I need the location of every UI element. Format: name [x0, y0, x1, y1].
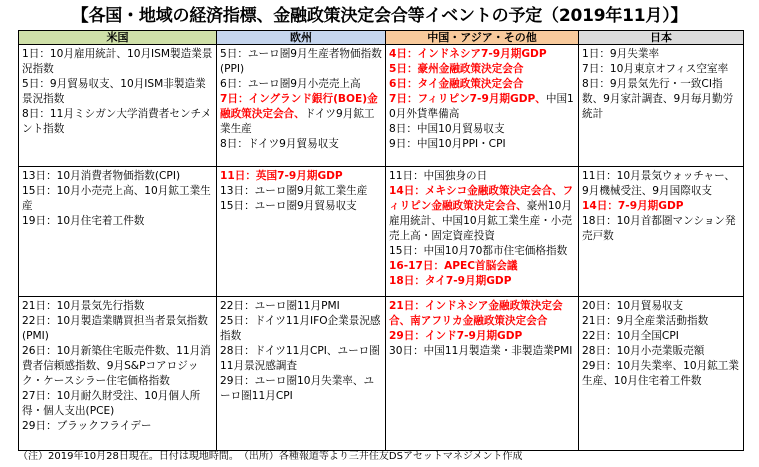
highlighted-event: 7日：フィリピン7-9月期GDP、: [389, 93, 546, 105]
event-item: 13日：10月消費者物価指数(CPI): [22, 170, 181, 182]
event-item: 26日：10月新築住宅販売件数、11月消費者信頼感指数、9月S&Pコアロジック・ケースシラー住宅価格指数: [22, 345, 211, 387]
event-item: 15日：ユーロ圏9月貿易収支: [220, 200, 357, 212]
event-item: 8日：ドイツ9月貿易収支: [220, 138, 339, 150]
event-item: 15日：中国10月70都市住宅価格指数: [389, 245, 568, 257]
event-item: 22日：ユーロ圏11月PMI: [220, 300, 340, 312]
column-header-europe: 欧州: [217, 31, 386, 45]
event-item: 7日：10月東京オフィス空室率: [582, 63, 729, 75]
event-item: 18日：10月首都圏マンション発売戸数: [582, 215, 736, 242]
schedule-row: [19, 45, 744, 167]
event-item: 8日：9月景気先行・一致CI指数、9月家計調査、9月毎月勤労統計: [582, 78, 734, 120]
event-item: 20日：10月貿易収支: [582, 300, 684, 312]
page-title: 【各国・地域の経済指標、金融政策決定会合等イベントの予定（2019年11月）】: [71, 6, 688, 26]
highlighted-event: 18日：タイ7-9月期GDP: [389, 275, 512, 287]
header-row: [19, 31, 744, 45]
cell-europe: [217, 297, 386, 451]
event-item: 27日：10月耐久財受注、10月個人所得・個人支出(PCE): [22, 390, 201, 417]
event-item: 5日：9月貿易収支、10月ISM非製造業景況指数: [22, 78, 206, 105]
event-item: 1日：9月失業率: [582, 48, 660, 60]
column-header-japan: 日本: [579, 31, 744, 45]
highlighted-event: 4日：インドネシア7-9月期GDP: [389, 48, 547, 60]
highlighted-event: 6日：タイ金融政策決定会合: [389, 78, 524, 90]
event-item: 豪州10月雇用統計、中国10月鉱工業生産・小売売上高・固定資産投資: [389, 200, 572, 242]
cell-japan: [579, 45, 744, 167]
event-item: 9日：中国10月PPI・CPI: [389, 138, 506, 150]
event-item: 8日：11月ミシガン大学消費者センチメント指数: [22, 108, 212, 135]
cell-asia-other: [386, 45, 579, 167]
cell-europe: [217, 45, 386, 167]
highlighted-event: 11日：英国7-9月期GDP: [220, 170, 343, 182]
cell-asia-other: [386, 167, 579, 297]
event-item: 19日：10月住宅着工件数: [22, 215, 145, 227]
event-item: 1日：10月雇用統計、10月ISM製造業景況指数: [22, 48, 213, 75]
highlighted-event: 29日：インド7-9月期GDP: [389, 330, 523, 342]
highlighted-event: 14日：7-9月期GDP: [582, 200, 684, 212]
event-item: 11日：中国独身の日: [389, 170, 488, 182]
event-item: 29日：ブラックフライデー: [22, 420, 152, 432]
highlighted-event: 5日：豪州金融政策決定会合: [389, 63, 524, 75]
cell-japan: [579, 167, 744, 297]
event-item: 21日：10月景気先行指数: [22, 300, 145, 312]
event-item: 6日：ユーロ圏9月小売売上高: [220, 78, 361, 90]
event-item: 28日：ドイツ11月CPI、ユーロ圏11月景況感調査: [220, 345, 380, 372]
event-item: 30日：中国11月製造業・非製造業PMI: [389, 345, 573, 357]
event-item: 29日：ユーロ圏10月失業率、ユーロ圏11月CPI: [220, 375, 375, 402]
cell-us: [19, 167, 217, 297]
event-item: 11日：10月景気ウォッチャー、9月機械受注、9月国際収支: [582, 170, 735, 197]
cell-asia-other: [386, 297, 579, 451]
event-item: 15日：10月小売売上高、10月鉱工業生産: [22, 185, 211, 212]
event-item: 22日：10月製造業購買担当者景気指数(PMI): [22, 315, 208, 342]
event-item: 5日：ユーロ圏9月生産者物価指数(PPI): [220, 48, 382, 75]
cell-europe: [217, 167, 386, 297]
event-item: ドイツ9月鉱工業生産: [220, 108, 375, 135]
event-item: 8日：中国10月貿易収支: [389, 123, 505, 135]
footnote: （注）2019年10月28日現在。日付は現地時間。 （出所）各種報道等より三井住友DSアセットマネジメント作成: [18, 451, 523, 462]
event-item: 13日：ユーロ圏9月鉱工業生産: [220, 185, 368, 197]
cell-us: [19, 45, 217, 167]
event-item: 29日：10月失業率、10月鉱工業生産、10月住宅着工件数: [582, 360, 739, 387]
event-item: 中国10月外貨準備高: [389, 93, 574, 120]
column-header-asia-other: 中国・アジア・その他: [386, 31, 579, 45]
cell-us: [19, 297, 217, 451]
column-header-us: 米国: [19, 31, 217, 45]
event-schedule-table: [18, 30, 744, 451]
event-item: 21日：9月全産業活動指数: [582, 315, 709, 327]
cell-japan: [579, 297, 744, 451]
highlighted-event: 7日：イングランド銀行(BOE)金融政策決定会合、: [220, 93, 378, 120]
schedule-row: [19, 167, 744, 297]
highlighted-event: 14日：メキシコ金融政策決定会合、フィリピン金融政策決定会合、: [389, 185, 574, 212]
highlighted-event: 16-17日：APEC首脳会議: [389, 260, 518, 272]
event-item: 25日：ドイツ11月IFO企業景況感指数: [220, 315, 381, 342]
event-item: 22日：10月全国CPI: [582, 330, 679, 342]
event-item: 28日：10月小売業販売額: [582, 345, 705, 357]
highlighted-event: 21日：インドネシア金融政策決定会合、南アフリカ金融政策決定会合: [389, 300, 563, 327]
schedule-row: [19, 297, 744, 451]
